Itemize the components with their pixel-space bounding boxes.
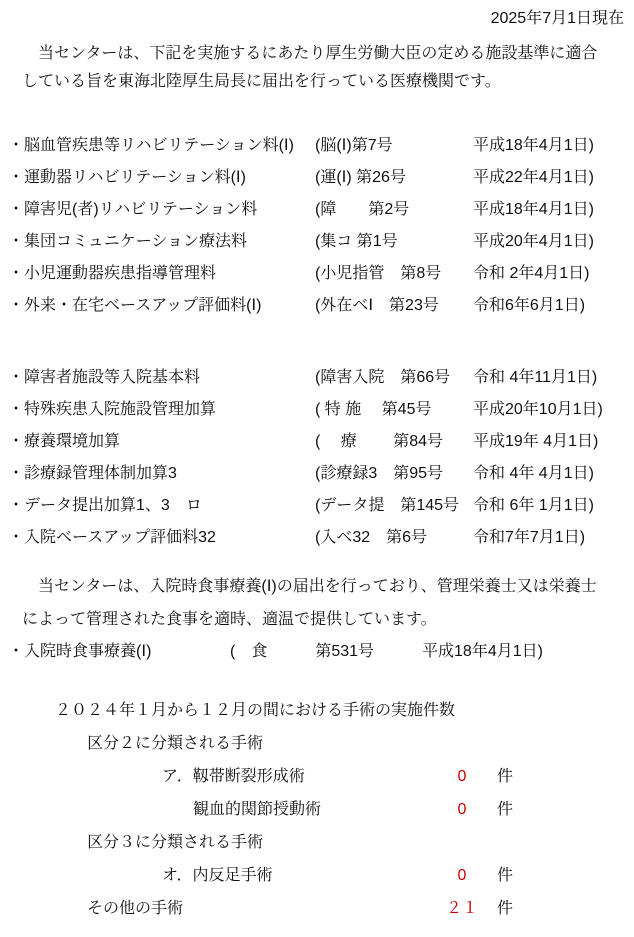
item-name: 小児運動器疾患指導管理料 — [24, 265, 217, 282]
surgery-item — [0, 892, 634, 925]
item-name: 障害児(者)リハビリテーション料 — [24, 201, 258, 218]
notification-row — [0, 258, 634, 290]
item-date: 平成22年4月1日) — [473, 169, 594, 186]
item-date: 令和7年7月1日) — [473, 529, 586, 546]
item-code: (脳(Ⅰ)第7号 — [315, 137, 393, 154]
surgery-count: 0 — [457, 801, 467, 818]
surgery-category-2: 区分２に分類される手術 — [87, 735, 264, 752]
item-name: 運動器リハビリテーション料(Ⅰ) — [24, 169, 246, 186]
bullet-icon: ・ — [8, 465, 25, 482]
surgery-label: ア．靱帯断裂形成術 — [162, 768, 305, 785]
notification-row — [0, 362, 634, 394]
item-name: 障害者施設等入院基本料 — [24, 369, 201, 386]
notification-row — [0, 426, 634, 458]
item-code: (入ベ32 第6号 — [315, 529, 428, 546]
item-name: 外来・在宅ベースアップ評価料(Ⅰ) — [24, 297, 262, 314]
notification-row — [0, 130, 634, 162]
item-date: 令和 2年4月1日) — [473, 265, 590, 282]
bullet-icon: ・ — [8, 137, 25, 154]
item-name: 療養環境加算 — [24, 433, 121, 450]
item-name: 脳血管疾患等リハビリテーション料(Ⅰ) — [24, 137, 294, 154]
notification-row — [0, 194, 634, 226]
item-name: データ提出加算1、3 ロ — [24, 497, 202, 514]
surgery-category-3: 区分３に分類される手術 — [87, 834, 264, 851]
item-date: 平成20年10月1日) — [473, 401, 603, 418]
bullet-icon: ・ — [8, 497, 25, 514]
bullet-icon: ・ — [8, 169, 25, 186]
surgery-count: ２１ — [445, 900, 478, 917]
item-date: 平成19年 4月1日) — [473, 433, 599, 450]
notification-row — [0, 522, 634, 554]
notification-row — [0, 394, 634, 426]
item-name: 特殊疾患入院施設管理加算 — [24, 401, 217, 418]
item-code: (障害入院 第66号 — [315, 369, 451, 386]
notification-row — [0, 226, 634, 258]
bullet-icon: ・ — [8, 201, 25, 218]
meal-service-paragraph — [22, 570, 614, 636]
item-code: ( 食 第531号 平成18年4月1日) — [230, 643, 543, 660]
bullet-icon: ・ — [8, 233, 25, 250]
item-date: 平成18年4月1日) — [473, 137, 594, 154]
surgery-label: その他の手術 — [87, 900, 184, 917]
item-date: 平成20年4月1日) — [473, 233, 594, 250]
notification-row — [0, 162, 634, 194]
surgery-unit: 件 — [497, 867, 514, 884]
notification-row — [0, 458, 634, 490]
item-date: 令和 6年 1月1日) — [473, 497, 594, 514]
item-code: ( 特 施 第45号 — [315, 401, 432, 418]
meal-line-1: 当センターは、入院時食事療養(Ⅰ)の届出を行っており、管理栄養士又は栄養士 — [38, 578, 597, 595]
surgery-label: 観血的関節授動術 — [193, 801, 322, 818]
surgery-count: 0 — [457, 768, 467, 785]
surgery-count: 0 — [457, 867, 467, 884]
item-code: ( 療 第84号 — [315, 433, 444, 450]
bullet-icon: ・ — [8, 643, 25, 660]
surgery-unit: 件 — [497, 768, 514, 785]
surgery-unit: 件 — [497, 801, 514, 818]
intro-paragraph — [22, 40, 610, 96]
surgery-heading: ２０２４年１月から１２月の間における手術の実施件数 — [55, 702, 456, 719]
surgery-label: オ．内反足手術 — [162, 867, 273, 884]
as-of-date: 2025年7月1日現在 — [490, 10, 624, 27]
notification-row — [0, 290, 634, 322]
item-code: (障 第2号 — [315, 201, 410, 218]
item-date: 令和 4年 4月1日) — [473, 465, 594, 482]
intro-line-2: している旨を東海北陸厚生局長に届出を行っている医療機関です。 — [22, 73, 501, 90]
item-date: 平成18年4月1日) — [473, 201, 594, 218]
notification-row — [0, 490, 634, 522]
notification-list-inpatient — [0, 362, 634, 554]
item-name: 入院時食事療養(Ⅰ) — [24, 643, 152, 660]
item-date: 令和 4年11月1日) — [473, 369, 598, 386]
item-name: 集団コミュニケーション療法料 — [24, 233, 248, 250]
item-code: (集コ 第1号 — [315, 233, 398, 250]
surgery-count-section — [0, 694, 634, 925]
surgery-unit: 件 — [497, 900, 514, 917]
bullet-icon: ・ — [8, 265, 25, 282]
surgery-item — [0, 859, 634, 892]
bullet-icon: ・ — [8, 433, 25, 450]
bullet-icon: ・ — [8, 297, 25, 314]
notification-list-outpatient — [0, 130, 634, 322]
bullet-icon: ・ — [8, 401, 25, 418]
item-code: (小児指管 第8号 — [315, 265, 442, 282]
item-name: 入院ベースアップ評価料32 — [24, 529, 216, 546]
item-name: 診療録管理体制加算3 — [24, 465, 177, 482]
item-code: (運(Ⅰ) 第26号 — [315, 169, 406, 186]
intro-line-1: 当センターは、下記を実施するにあたり厚生労働大臣の定める施設基準に適合 — [38, 45, 598, 62]
item-date: 令和6年6月1日) — [473, 297, 586, 314]
surgery-item — [0, 793, 634, 826]
meal-notification-row — [0, 636, 634, 668]
bullet-icon: ・ — [8, 369, 25, 386]
meal-line-2: によって管理された食事を適時、適温で提供しています。 — [22, 611, 437, 628]
bullet-icon: ・ — [8, 529, 25, 546]
item-code: (診療録3 第95号 — [315, 465, 444, 482]
surgery-item — [0, 760, 634, 793]
item-code: (データ提 第145号 — [315, 497, 460, 514]
item-code: (外在ベⅠ 第23号 — [315, 297, 439, 314]
